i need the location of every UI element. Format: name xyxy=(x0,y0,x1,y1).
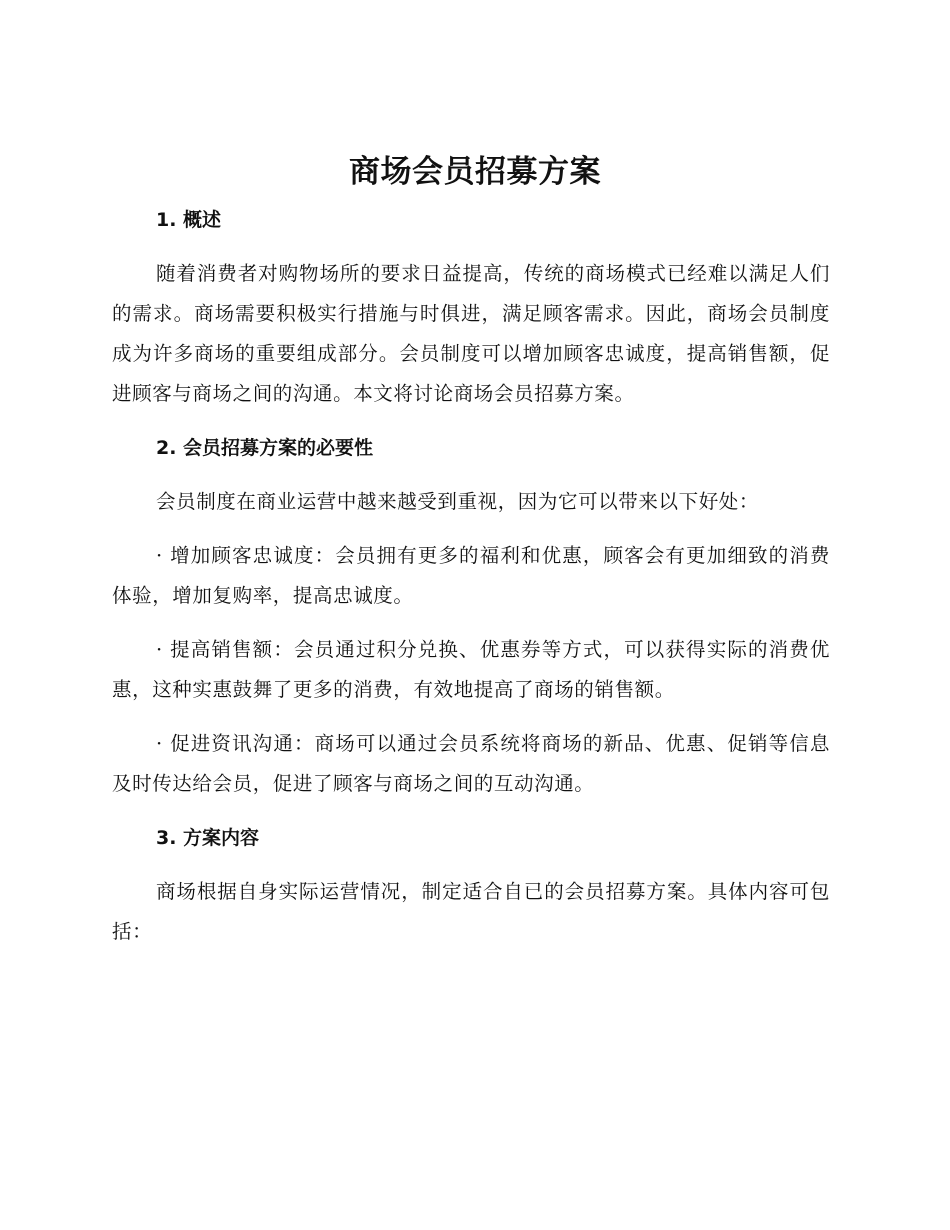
section-necessity xyxy=(112,428,830,804)
paragraph: 商场根据自身实际运营情况，制定适合自已的会员招募方案。具体内容可包括： xyxy=(112,880,830,943)
section-heading: 3. 方案内容 xyxy=(156,827,260,849)
document-title: 商场会员招募方案 xyxy=(349,154,601,190)
bullet-paragraph: · 提高销售额：会员通过积分兑换、优惠券等方式，可以获得实际的消费优惠，这种实惠鼓舞了更多的消费，有效地提高了商场的销售额。 xyxy=(112,638,830,701)
bullet-paragraph: · 增加顾客忠诚度：会员拥有更多的福利和优惠，顾客会有更加细致的消费体验，增加复购率，提高忠诚度。 xyxy=(112,544,830,607)
section-heading: 1. 概述 xyxy=(156,209,222,231)
section-heading: 2. 会员招募方案的必要性 xyxy=(156,437,374,459)
section-plan-content xyxy=(112,818,830,952)
bullet-paragraph: · 促进资讯沟通：商场可以通过会员系统将商场的新品、优惠、促销等信息及时传达给会员，促进了顾客与商场之间的互动沟通。 xyxy=(112,732,830,795)
document-body xyxy=(112,200,830,952)
paragraph: 随着消费者对购物场所的要求日益提高，传统的商场模式已经难以满足人们的需求。商场需要积极实行措施与时俱进，满足顾客需求。因此，商场会员制度成为许多商场的重要组成部分。会员制度可以增加顾客忠诚度，提高销售额，促进顾客与商场之间的沟通。本文将讨论商场会员招募方案。 xyxy=(112,262,830,405)
section-overview xyxy=(112,200,830,414)
paragraph: 会员制度在商业运营中越来越受到重视，因为它可以带来以下好处： xyxy=(156,490,760,513)
